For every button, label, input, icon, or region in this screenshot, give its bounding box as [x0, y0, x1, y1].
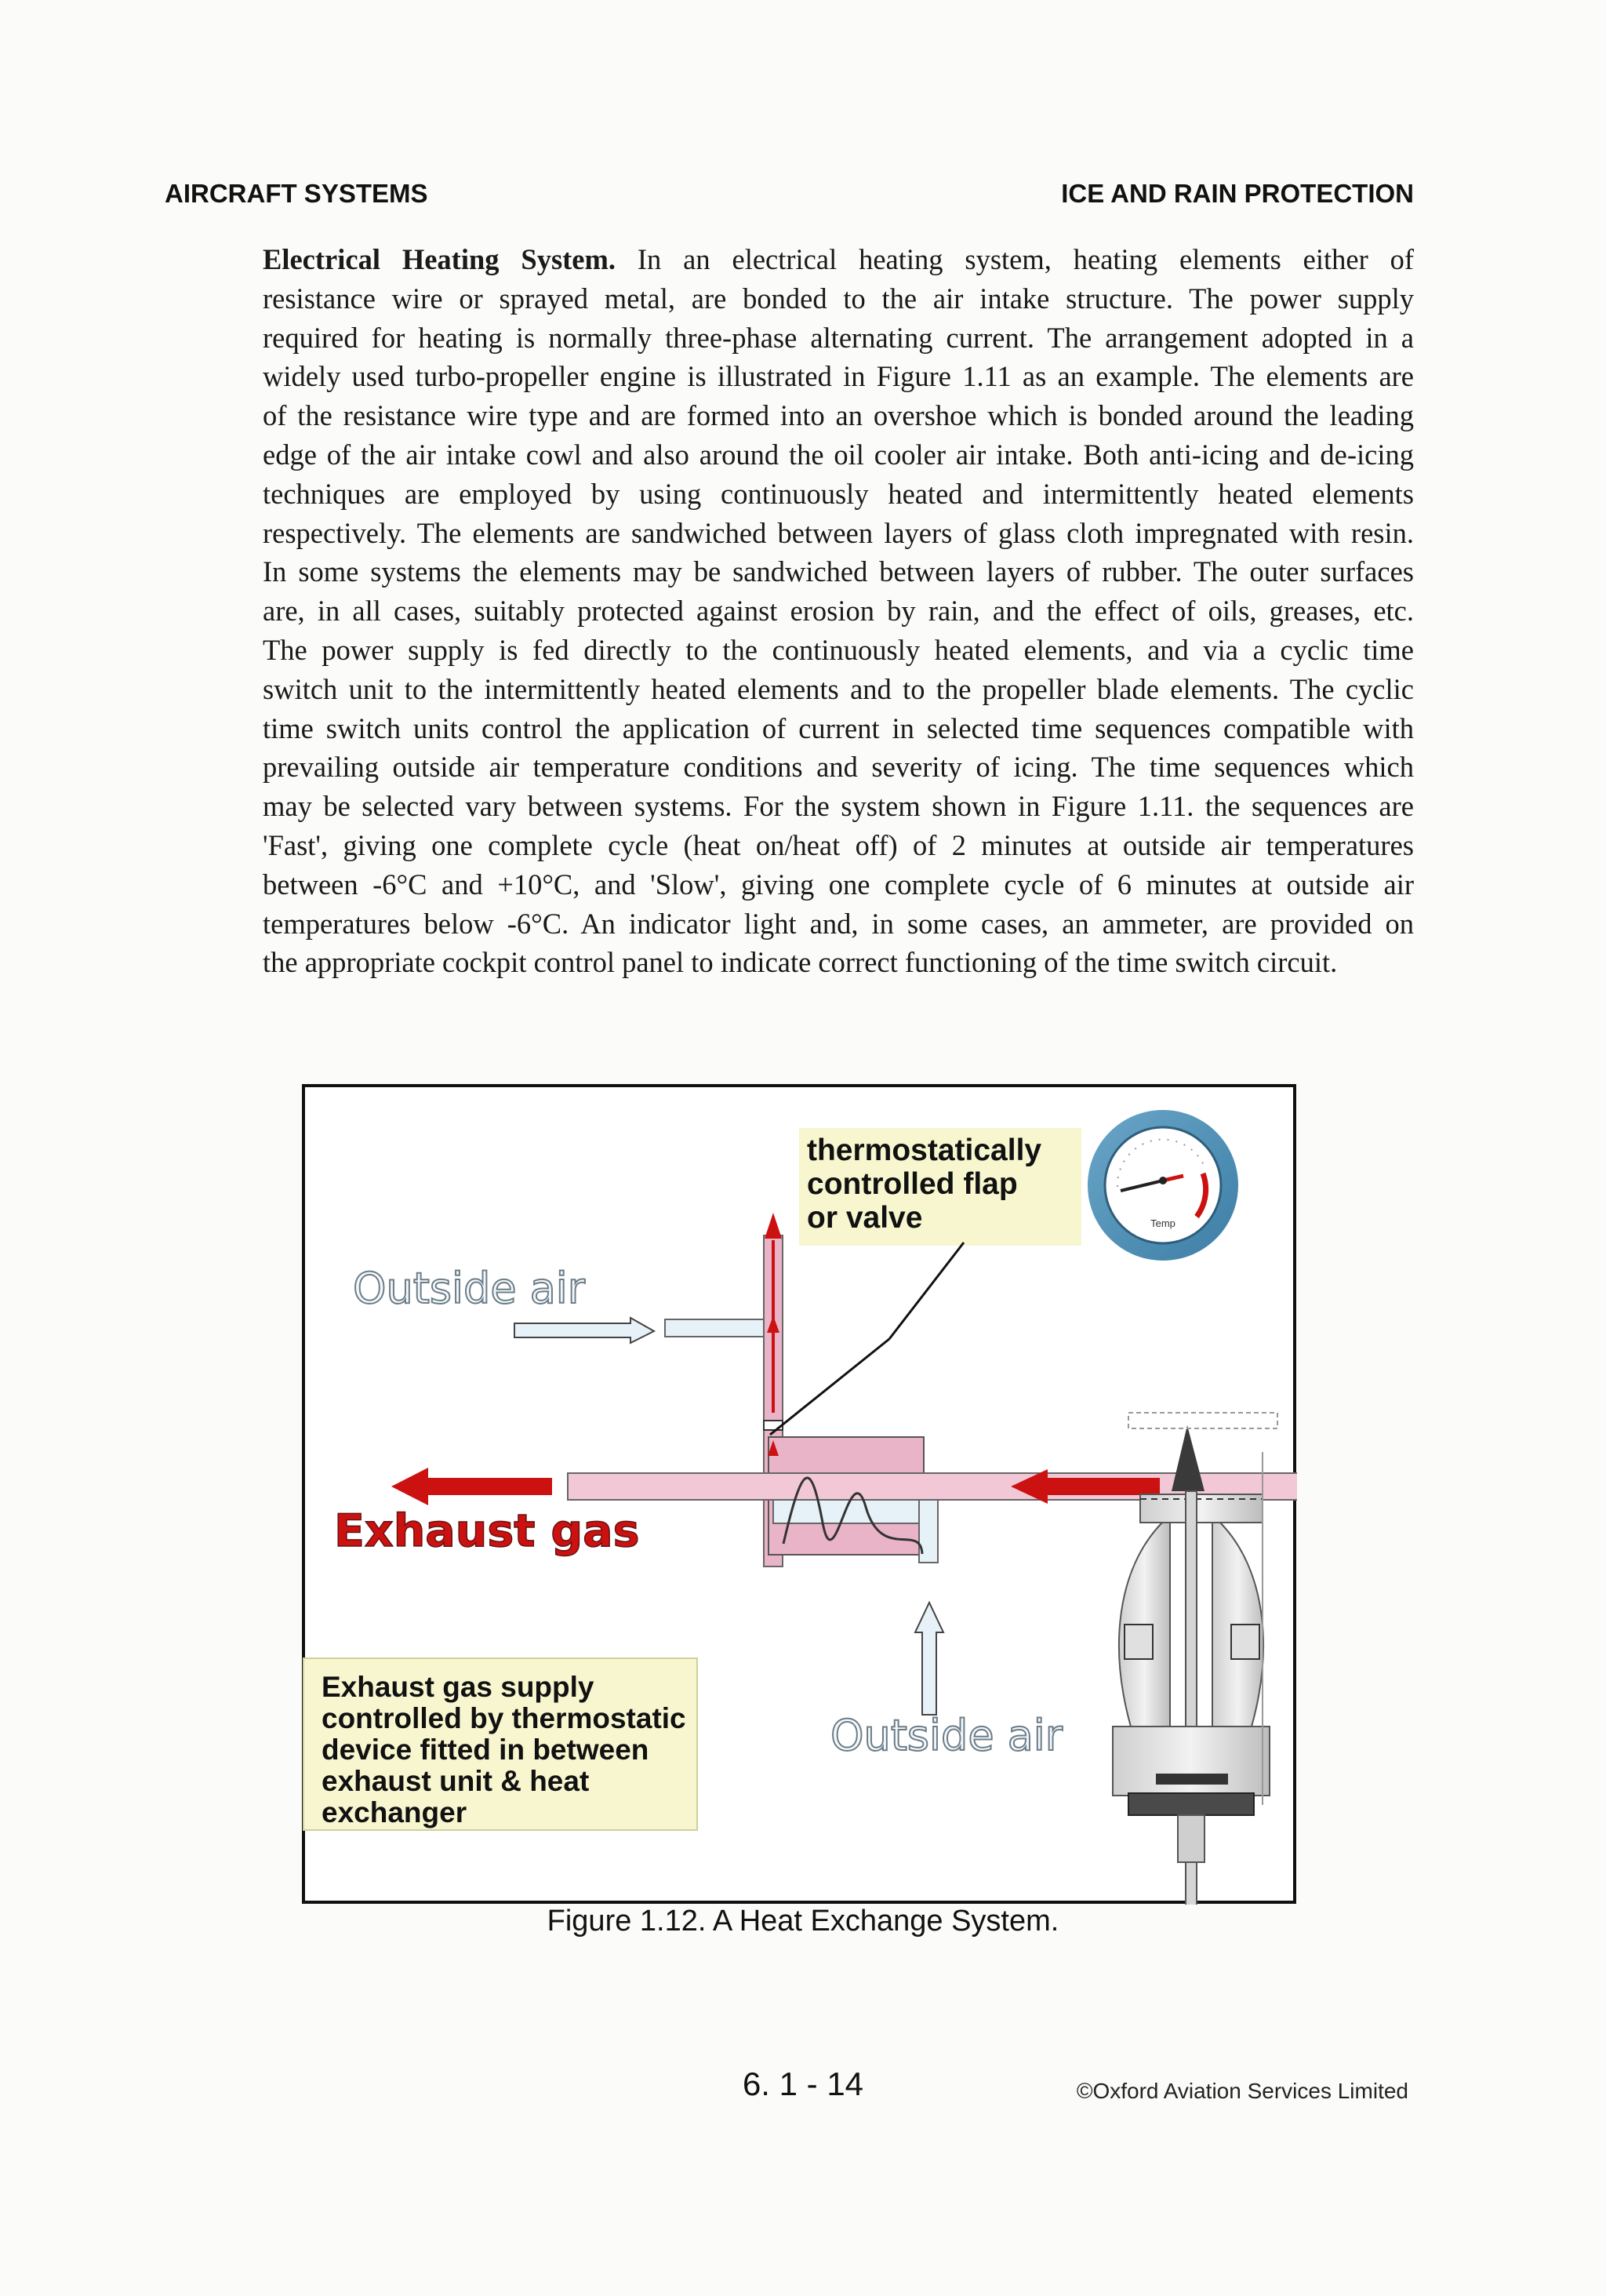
exhaust-note-line: device fitted in between: [322, 1734, 649, 1766]
outside-air-bottom-label: Outside air: [830, 1711, 1063, 1760]
paragraph-line: resistance wire or sprayed metal, are bonded to the air intake structure. The power supply: [263, 282, 1414, 315]
outside-air-top-label: Outside air: [353, 1264, 585, 1313]
exhaust-note-line: Exhaust gas supply: [322, 1671, 594, 1703]
flap-label-line: controlled flap: [807, 1167, 1018, 1201]
paragraph-line: In some systems the elements may be sandwiched between layers of rubber. The outer surfaces: [263, 555, 1414, 588]
paragraph-line: of the resistance wire type and are formed into an overshoe which is bonded around the leading: [263, 399, 1414, 432]
running-header-left: AIRCRAFT SYSTEMS: [165, 179, 428, 208]
paragraph-line: prevailing outside air temperature conditions and severity of icing. The time sequences which: [263, 751, 1414, 784]
temperature-gauge-icon: [1088, 1110, 1238, 1261]
paragraph-line: In an electrical heating system, heating elements either of: [637, 243, 1414, 275]
paragraph-line: edge of the air intake cowl and also around the oil cooler air intake. Both anti-icing and de-icing: [263, 438, 1414, 471]
paragraph-line: widely used turbo-propeller engine is illustrated in Figure 1.11 as an example. The elements are: [263, 360, 1414, 393]
flap-label-line: thermostatically: [807, 1133, 1042, 1167]
paragraph-line: are, in all cases, suitably protected against erosion by rain, and the effect of oils, greases, etc.: [263, 595, 1414, 628]
flap-label-box: [799, 1128, 1081, 1246]
paragraph-line: The power supply is fed directly to the continuously heated elements, and via a cyclic time: [263, 633, 1414, 666]
flap-label-line: or valve: [807, 1201, 923, 1235]
page-number: 6. 1 - 14: [742, 2065, 864, 2102]
paragraph-line: switch unit to the intermittently heated elements and to the propeller blade elements. The cyclic: [263, 672, 1414, 705]
paragraph-line: 'Fast', giving one complete cycle (heat on/heat off) of 2 minutes at outside air temperatures: [263, 828, 1414, 861]
figure-caption: Figure 1.12. A Heat Exchange System.: [547, 1905, 1059, 1938]
paragraph-line: the appropriate cockpit control panel to indicate correct functioning of the time switch circuit.: [263, 946, 1338, 979]
exhaust-note-box: [303, 1658, 697, 1830]
paragraph-line: between -6°C and +10°C, and 'Slow', giving one complete cycle of 6 minutes at outside air: [263, 868, 1414, 901]
paragraph-lead: Electrical Heating System.: [263, 243, 616, 275]
paragraph-line: temperatures below -6°C. An indicator light and, in some cases, an ammeter, are provided on: [263, 907, 1414, 940]
heat-exchange-figure: [301, 1083, 1297, 1905]
exhaust-note-line: exchanger: [322, 1796, 467, 1828]
gauge-label: Temp: [1150, 1217, 1175, 1229]
paragraph-line: respectively. The elements are sandwiched between layers of glass cloth impregnated with resin.: [263, 516, 1414, 549]
exhaust-note-line: exhaust unit & heat: [322, 1765, 590, 1797]
copyright-notice: ©Oxford Aviation Services Limited: [1076, 2079, 1408, 2103]
exhaust-note-line: controlled by thermostatic: [322, 1702, 686, 1734]
body-paragraph: [263, 240, 1414, 982]
paragraph-line: required for heating is normally three-phase alternating current. The arrangement adopted in a: [263, 321, 1414, 354]
paragraph-line: techniques are employed by using continuously heated and intermittently heated elements: [263, 477, 1414, 510]
running-header-right: ICE AND RAIN PROTECTION: [1061, 179, 1414, 208]
exhaust-gas-label: Exhaust gas: [334, 1505, 640, 1557]
paragraph-line: time switch units control the application of current in selected time sequences compatible with: [263, 711, 1414, 744]
paragraph-line: may be selected vary between systems. For the system shown in Figure 1.11. the sequences are: [263, 790, 1414, 823]
